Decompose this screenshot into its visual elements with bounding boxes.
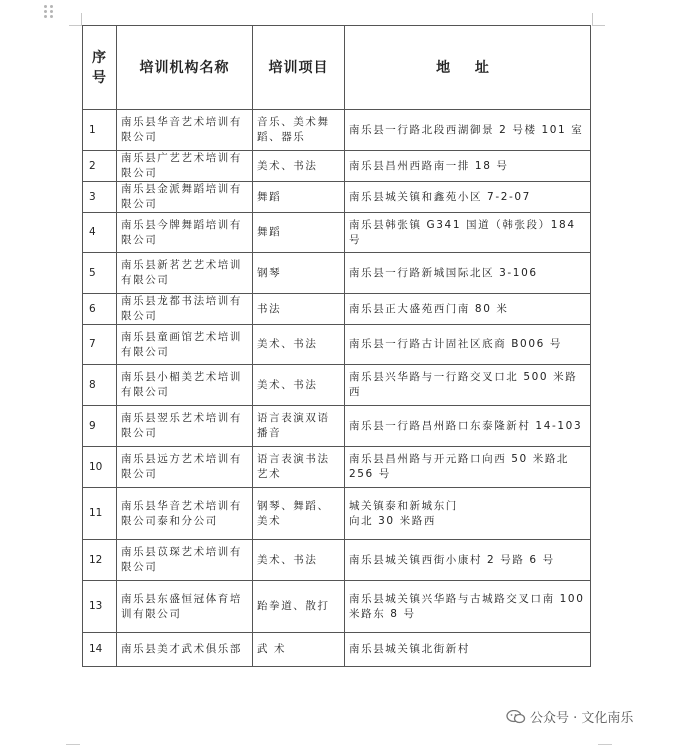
drag-handle[interactable]	[44, 5, 54, 19]
cell-project: 书法	[253, 294, 345, 325]
cell-index: 8	[83, 365, 117, 406]
cell-index: 13	[83, 581, 117, 633]
header-address: 地 址	[345, 26, 591, 110]
cell-index: 10	[83, 447, 117, 488]
cell-address: 南乐县城关镇和鑫苑小区 7-2-07	[345, 182, 591, 213]
table-row	[83, 540, 591, 581]
corner-mark-top-left	[69, 13, 82, 26]
corner-mark-top-right	[592, 13, 605, 26]
header-index: 序 号	[83, 26, 117, 110]
cell-name: 南乐县远方艺术培训有限公司	[117, 447, 253, 488]
cell-name: 南乐县龙都书法培训有限公司	[117, 294, 253, 325]
table-row	[83, 633, 591, 667]
cell-index: 5	[83, 253, 117, 294]
cell-name: 南乐县小楣美艺术培训有限公司	[117, 365, 253, 406]
cell-index: 12	[83, 540, 117, 581]
table-row	[83, 253, 591, 294]
table-row	[83, 151, 591, 182]
wechat-icon	[506, 710, 526, 724]
table-row	[83, 406, 591, 447]
cell-address: 南乐县城关镇北街新村	[345, 633, 591, 667]
cell-project: 美术、书法	[253, 325, 345, 365]
watermark-text: 公众号 · 文化南乐	[530, 711, 634, 726]
table-row	[83, 213, 591, 253]
cell-project: 跆拳道、散打	[253, 581, 345, 633]
cell-project: 美术、书法	[253, 540, 345, 581]
cell-address: 南乐县昌州路与开元路口向西 50 米路北 256 号	[345, 447, 591, 488]
cell-address: 南乐县一行路北段西湖御景 2 号楼 101 室	[345, 110, 591, 151]
table-row	[83, 365, 591, 406]
cell-address: 南乐县韩张镇 G341 国道（韩张段）184 号	[345, 213, 591, 253]
cell-address: 南乐县兴华路与一行路交叉口北 500 米路西	[345, 365, 591, 406]
cell-project: 钢琴、舞蹈、美术	[253, 488, 345, 540]
cell-project: 语言表演双语播音	[253, 406, 345, 447]
cell-address: 南乐县城关镇西街小康村 2 号路 6 号	[345, 540, 591, 581]
table-row	[83, 488, 591, 540]
cell-index: 11	[83, 488, 117, 540]
training-institutions-table	[82, 25, 591, 667]
cell-index: 14	[83, 633, 117, 667]
cell-name: 南乐县童画馆艺术培训有限公司	[117, 325, 253, 365]
cell-address: 南乐县一行路古计固社区底商 B006 号	[345, 325, 591, 365]
cell-name: 南乐县新茗艺艺术培训有限公司	[117, 253, 253, 294]
cell-project: 语言表演书法艺术	[253, 447, 345, 488]
cell-address: 南乐县城关镇兴华路与古城路交叉口南 100 米路东 8 号	[345, 581, 591, 633]
cell-address: 城关镇泰和新城东门 向北 30 米路西	[345, 488, 591, 540]
table-row	[83, 325, 591, 365]
cell-project: 武 术	[253, 633, 345, 667]
cell-index: 2	[83, 151, 117, 182]
table-row	[83, 447, 591, 488]
cell-index: 3	[83, 182, 117, 213]
cell-project: 美术、书法	[253, 365, 345, 406]
cell-name: 南乐县华音艺术培训有限公司	[117, 110, 253, 151]
cell-index: 1	[83, 110, 117, 151]
cell-index: 6	[83, 294, 117, 325]
table-row	[83, 581, 591, 633]
cell-project: 舞蹈	[253, 213, 345, 253]
table-row	[83, 182, 591, 213]
header-project: 培训项目	[253, 26, 345, 110]
cell-project: 钢琴	[253, 253, 345, 294]
table-row	[83, 294, 591, 325]
cell-project: 舞蹈	[253, 182, 345, 213]
cell-name: 南乐县翌乐艺术培训有限公司	[117, 406, 253, 447]
cell-address: 南乐县正大盛苑西门南 80 米	[345, 294, 591, 325]
cell-address: 南乐县一行路新城国际北区 3-106	[345, 253, 591, 294]
cell-name: 南乐县金派舞蹈培训有限公司	[117, 182, 253, 213]
header-name: 培训机构名称	[117, 26, 253, 110]
cell-index: 9	[83, 406, 117, 447]
cell-project: 美术、书法	[253, 151, 345, 182]
cell-index: 7	[83, 325, 117, 365]
cell-project: 音乐、美术舞蹈、器乐	[253, 110, 345, 151]
watermark	[506, 707, 633, 726]
cell-name: 南乐县东盛恒冠体育培训有限公司	[117, 581, 253, 633]
cell-name: 南乐县美才武术俱乐部	[117, 633, 253, 667]
cell-address: 南乐县一行路昌州路口东泰隆新村 14-103	[345, 406, 591, 447]
cell-name: 南乐县华音艺术培训有限公司泰和分公司	[117, 488, 253, 540]
cell-name: 南乐县苡琛艺术培训有限公司	[117, 540, 253, 581]
table-row	[83, 110, 591, 151]
cell-address: 南乐县昌州西路南一排 18 号	[345, 151, 591, 182]
cell-index: 4	[83, 213, 117, 253]
cell-name: 南乐县广艺艺术培训有限公司	[117, 151, 253, 182]
cell-name: 南乐县今牌舞蹈培训有限公司	[117, 213, 253, 253]
table-header-row	[83, 26, 591, 110]
